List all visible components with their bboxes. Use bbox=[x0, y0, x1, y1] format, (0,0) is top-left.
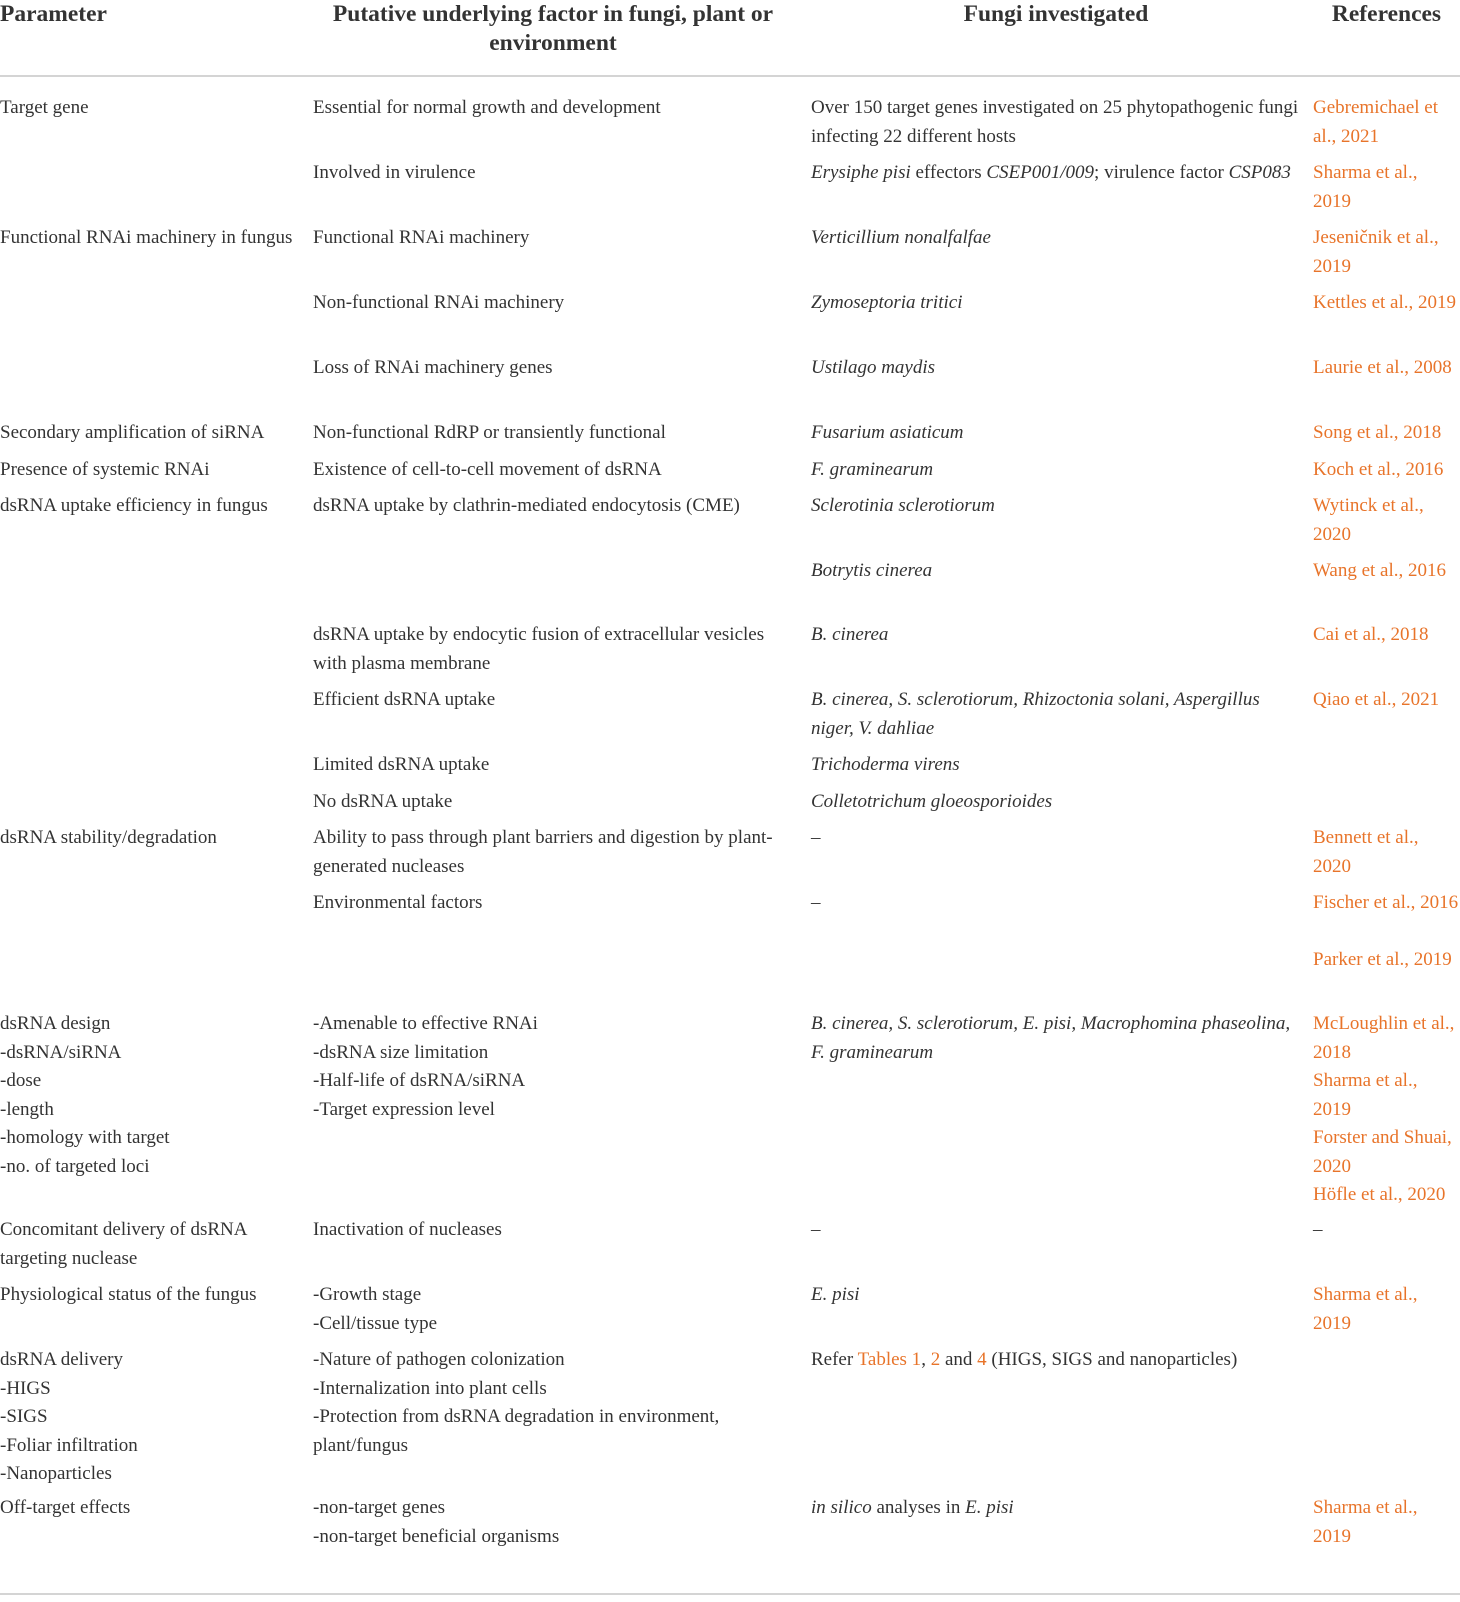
header-parameter: Parameter bbox=[0, 1, 107, 27]
fungi-cell: Zymoseptoria tritici bbox=[811, 292, 963, 313]
factor-cell: Existence of cell-to-cell movement of dsRNA bbox=[313, 459, 662, 480]
fungi-cell: Botrytis cinerea bbox=[811, 560, 933, 581]
reference-link[interactable]: Jeseničnik et al., 2019 bbox=[1313, 227, 1439, 277]
fungi-cell: Sclerotinia sclerotiorum bbox=[811, 495, 995, 516]
reference-link[interactable]: Qiao et al., 2021 bbox=[1313, 689, 1440, 710]
factor-cell: Loss of RNAi machinery genes bbox=[313, 357, 553, 378]
reference-link[interactable]: Gebremichael et al., 2021 bbox=[1313, 97, 1439, 147]
factor-cell: -Growth stage -Cell/tissue type bbox=[313, 1284, 438, 1334]
reference-link[interactable]: Parker et al., 2019 bbox=[1313, 949, 1452, 970]
fungi-text: ; virulence factor bbox=[1094, 162, 1229, 183]
param-cell: Presence of systemic RNAi bbox=[0, 459, 210, 480]
fungi-species: Erysiphe pisi bbox=[811, 162, 911, 183]
fungi-text: effectors bbox=[910, 162, 987, 183]
param-cell: Functional RNAi machinery in fungus bbox=[0, 227, 293, 248]
fungi-cell: Ustilago maydis bbox=[811, 357, 936, 378]
param-cell: Secondary amplification of siRNA bbox=[0, 422, 265, 443]
fungi-cell: Colletotrichum gloeosporioides bbox=[811, 791, 1053, 812]
fungi-cell: – bbox=[811, 827, 821, 848]
reference-link[interactable]: Cai et al., 2018 bbox=[1313, 624, 1429, 645]
fungi-cell bbox=[811, 1346, 1311, 1375]
reference-link[interactable]: Wytinck et al., 2020 bbox=[1313, 495, 1424, 545]
factor-cell: -Amenable to effective RNAi -dsRNA size limitation -Half-life of dsRNA/siRNA -Target expression level bbox=[313, 1013, 538, 1120]
table-link[interactable]: 2 bbox=[930, 1349, 941, 1370]
fungi-gene: CSP083 bbox=[1228, 162, 1291, 183]
fungi-cell: – bbox=[811, 892, 821, 913]
factor-cell: Environmental factors bbox=[313, 892, 483, 913]
param-cell: Concomitant delivery of dsRNA targeting nuclease bbox=[0, 1219, 247, 1269]
param-cell: dsRNA uptake efficiency in fungus bbox=[0, 495, 268, 516]
table-link[interactable]: Tables 1 bbox=[857, 1349, 922, 1370]
reference-link[interactable]: Sharma et al., 2019 bbox=[1313, 1284, 1418, 1334]
factor-cell: Non-functional RNAi machinery bbox=[313, 292, 565, 313]
fungi-cell: E. pisi bbox=[811, 1284, 860, 1305]
factor-cell: Non-functional RdRP or transiently functional bbox=[313, 422, 666, 443]
factor-cell: Limited dsRNA uptake bbox=[313, 754, 490, 775]
factor-cell: Inactivation of nucleases bbox=[313, 1219, 502, 1240]
reference-link[interactable]: Kettles et al., 2019 bbox=[1313, 292, 1456, 313]
fungi-cell: Verticillium nonalfalfae bbox=[811, 227, 991, 248]
reference-link[interactable]: Forster and Shuai, 2020 bbox=[1313, 1127, 1452, 1177]
fungi-text: (HIGS, SIGS and nanoparticles) bbox=[986, 1349, 1238, 1370]
factor-cell: Involved in virulence bbox=[313, 162, 476, 183]
fungi-cell: – bbox=[811, 1219, 821, 1240]
reference-link[interactable]: Laurie et al., 2008 bbox=[1313, 357, 1452, 378]
header-fungi: Fungi investigated bbox=[963, 1, 1149, 27]
fungi-cell bbox=[811, 1494, 1301, 1523]
reference-link[interactable]: Sharma et al., 2019 bbox=[1313, 1070, 1418, 1120]
param-cell: Target gene bbox=[0, 97, 89, 118]
reference-link[interactable]: Song et al., 2018 bbox=[1313, 422, 1442, 443]
table-bottom-rule bbox=[0, 1593, 1460, 1595]
fungi-text: in silico bbox=[811, 1497, 872, 1518]
reference-link[interactable]: Bennett et al., 2020 bbox=[1313, 827, 1419, 877]
fungi-text: analyses in bbox=[871, 1497, 966, 1518]
factor-cell: dsRNA uptake by clathrin-mediated endocytosis (CME) bbox=[313, 495, 740, 516]
header-references: References bbox=[1331, 1, 1442, 27]
fungi-cell bbox=[811, 159, 1301, 188]
fungi-cell: Fusarium asiaticum bbox=[811, 422, 964, 443]
factor-cell: No dsRNA uptake bbox=[313, 791, 453, 812]
reference-link[interactable]: Wang et al., 2016 bbox=[1313, 560, 1447, 581]
header-factor: Putative underlying factor in fungi, plant or environment bbox=[332, 1, 774, 56]
header-rule bbox=[0, 75, 1460, 77]
factor-cell: Efficient dsRNA uptake bbox=[313, 689, 496, 710]
fungi-cell: Trichoderma virens bbox=[811, 754, 960, 775]
fungi-cell: Over 150 target genes investigated on 25 phytopathogenic fungi infecting 22 different hosts bbox=[811, 97, 1299, 147]
reference-cell: – bbox=[1313, 1219, 1323, 1240]
fungi-text: Refer bbox=[811, 1349, 858, 1370]
factor-cell: -non-target genes -non-target beneficial organisms bbox=[313, 1497, 560, 1547]
param-cell: Off-target effects bbox=[0, 1497, 131, 1518]
fungi-species: E. pisi bbox=[965, 1497, 1014, 1518]
factor-cell: dsRNA uptake by endocytic fusion of extracellular vesicles with plasma membrane bbox=[313, 624, 765, 674]
factor-cell: Functional RNAi machinery bbox=[313, 227, 530, 248]
param-cell: dsRNA delivery -HIGS -SIGS -Foliar infiltration -Nanoparticles bbox=[0, 1349, 138, 1484]
param-cell: dsRNA design -dsRNA/siRNA -dose -length -homology with target -no. of targeted loci bbox=[0, 1013, 170, 1177]
reference-link[interactable]: Sharma et al., 2019 bbox=[1313, 1497, 1418, 1547]
factor-cell: Essential for normal growth and development bbox=[313, 97, 661, 118]
param-cell: Physiological status of the fungus bbox=[0, 1284, 257, 1305]
factor-cell: Ability to pass through plant barriers and digestion by plant-generated nucleases bbox=[313, 827, 773, 877]
table-link[interactable]: 4 bbox=[977, 1349, 987, 1370]
reference-link[interactable]: Fischer et al., 2016 bbox=[1313, 892, 1459, 913]
fungi-cell: B. cinerea bbox=[811, 624, 889, 645]
fungi-cell: F. graminearum bbox=[811, 459, 934, 480]
reference-link[interactable]: Sharma et al., 2019 bbox=[1313, 162, 1418, 212]
factor-cell: -Nature of pathogen colonization -Internalization into plant cells -Protection from dsRNA degradation in environment, plant/fungus bbox=[313, 1349, 720, 1456]
fungi-cell: B. cinerea, S. sclerotiorum, Rhizoctonia solani, Aspergillus niger, V. dahliae bbox=[811, 689, 1260, 739]
reference-link[interactable]: Koch et al., 2016 bbox=[1313, 459, 1444, 480]
reference-link[interactable]: McLoughlin et al., 2018 bbox=[1313, 1013, 1455, 1063]
fungi-gene: CSEP001/009 bbox=[986, 162, 1095, 183]
fungi-cell: B. cinerea, S. sclerotiorum, E. pisi, Macrophomina phaseolina, F. graminearum bbox=[811, 1013, 1291, 1063]
param-cell: dsRNA stability/degradation bbox=[0, 827, 217, 848]
fungi-text: , bbox=[921, 1349, 931, 1370]
reference-link[interactable]: Höfle et al., 2020 bbox=[1313, 1184, 1446, 1205]
fungi-text: and bbox=[940, 1349, 978, 1370]
